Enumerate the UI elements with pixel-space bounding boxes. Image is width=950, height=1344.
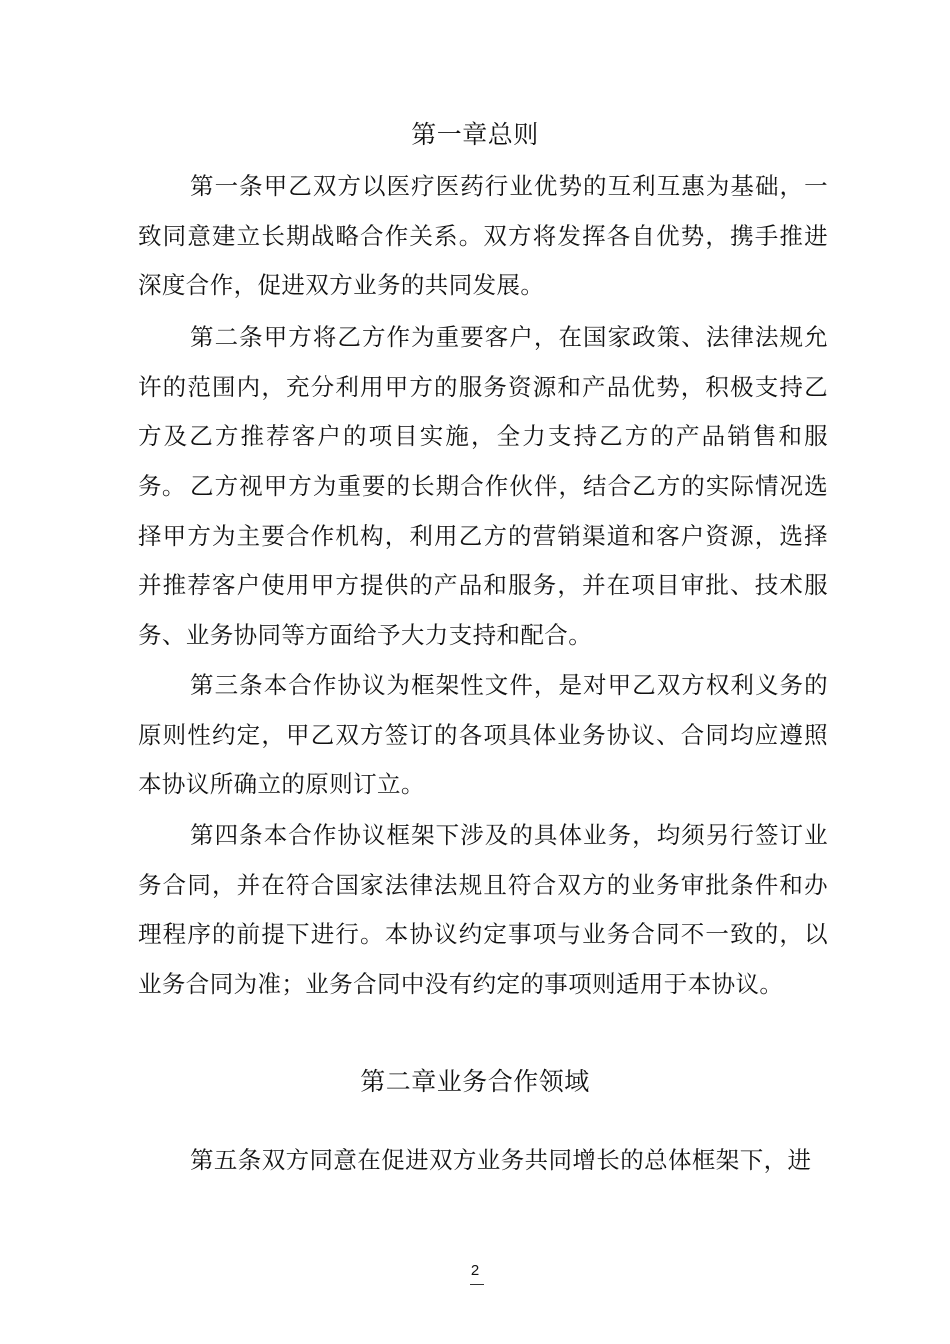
article-5-paragraph: 第五条双方同意在促进双方业务共同增长的总体框架下，进	[190, 1146, 812, 1174]
article-2-paragraph: 第二条甲方将乙方作为重要客户，在国家政策、法律法规允许的范围内，充分利用甲方的服务资源和产品优势，积极支持乙方及乙方推荐客户的项目实施，全力支持乙方的产品销售和服务。	[138, 323, 828, 500]
article-3-paragraph: 第三条本合作协议为框架性文件，是对甲乙双方权利义务的原则性约定，甲乙双方签订的各项具体业务协议、合同均应遵照本协议所确立的原则订立。	[138, 671, 828, 798]
article-1-paragraph: 第一条甲乙双方以医疗医药行业优势的互利互惠为基础，一致同意建立长期战略合作关系。双方将发挥各自优势，携手推进深度合作，促进双方业务的共同发展。	[138, 172, 828, 299]
page-number: 2	[470, 1262, 480, 1279]
party-b-paragraph: 乙方视甲方为重要的长期合作伙伴，结合乙方的实际情况选择甲方为主要合作机构，利用乙方的营销渠道和客户资源，选择并推荐客户使用甲方提供的产品和服务，并在项目审批、技术服务、业务协同等方面给予大力支持和配合。	[138, 472, 828, 649]
article-4-paragraph: 第四条本合作协议框架下涉及的具体业务，均须另行签订业务合同，并在符合国家法律法规且符合双方的业务审批条件和办理程序的前提下进行。本协议约定事项与业务合同不一致的，以业务合同为准；业务合同中没有约定的事项则适用于本协议。	[138, 821, 828, 998]
chapter-2-title: 第二章业务合作领域	[360, 1067, 590, 1096]
chapter-1-title: 第一章总则	[411, 120, 539, 149]
page-number-underline	[470, 1284, 484, 1285]
